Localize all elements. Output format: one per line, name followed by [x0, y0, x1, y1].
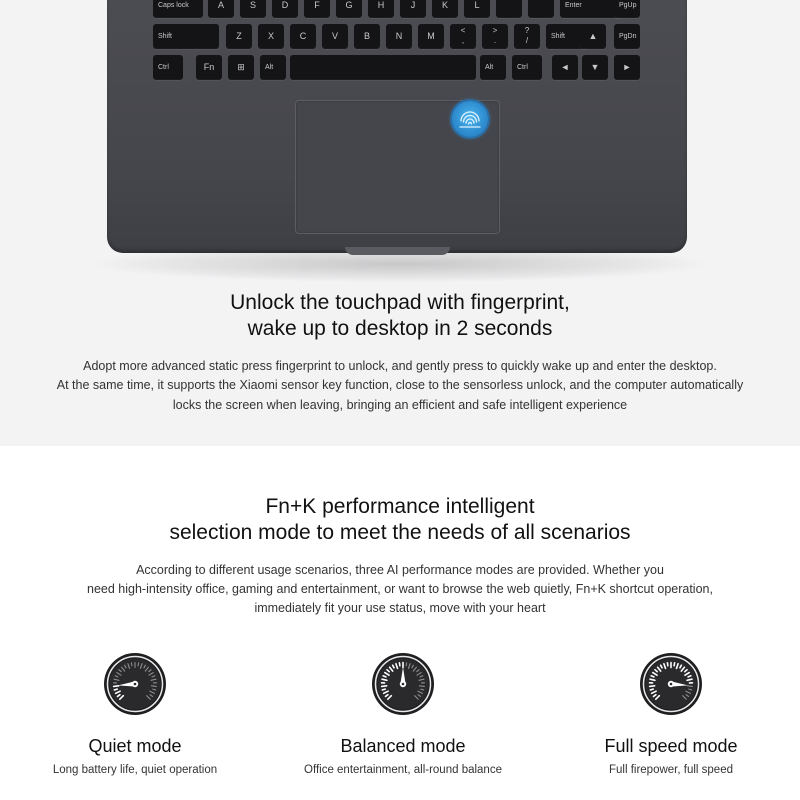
fingerprint-body-line3: locks the screen when leaving, bringing an efficient and safe intelligent experience — [172, 398, 628, 412]
key-blank — [290, 55, 476, 80]
key-ctrl: Ctrl — [153, 55, 183, 80]
fingerprint-headline-line2: wake up to desktop in 2 seconds — [247, 317, 553, 340]
gauge-high-icon — [639, 652, 703, 716]
key-x: X — [258, 24, 284, 49]
key-g: G — [336, 0, 362, 18]
mode-title: Quiet mode — [88, 736, 182, 756]
mode-quiet — [25, 652, 245, 777]
key-<-,: < , — [450, 24, 476, 49]
key-k: K — [432, 0, 458, 18]
performance-headline-line2: selection mode to meet the needs of all scenarios — [169, 521, 631, 544]
key-enter: Enter — [560, 0, 622, 18]
key-shift: Shift — [153, 24, 219, 49]
key-b: B — [354, 24, 380, 49]
performance-headline-line1: Fn+K performance intelligent — [265, 495, 535, 518]
key-j: J — [400, 0, 426, 18]
key-fn: Fn — [196, 55, 222, 80]
mode-full-speed — [561, 652, 781, 777]
gauge-mid-icon — [371, 652, 435, 716]
key-s: S — [240, 0, 266, 18]
key-shift: Shift — [546, 24, 588, 49]
performance-body-line1: According to different usage scenarios, three AI performance modes are provided. Whether you — [136, 563, 664, 577]
mode-balanced — [293, 652, 513, 777]
key-m: M — [418, 24, 444, 49]
fingerprint-body-line1: Adopt more advanced static press fingerprint to unlock, and gently press to quickly wake up and enter the desktop. — [83, 359, 717, 373]
key-◄: ◄ — [552, 55, 578, 80]
key-alt: Alt — [480, 55, 506, 80]
key->-.: > . — [482, 24, 508, 49]
mode-title: Balanced mode — [340, 736, 466, 756]
key-n: N — [386, 24, 412, 49]
key-▼: ▼ — [582, 55, 608, 80]
fingerprint-sensor-icon — [452, 101, 488, 137]
key-v: V — [322, 24, 348, 49]
key-blank — [496, 0, 522, 18]
key-►: ► — [614, 55, 640, 80]
key-z: Z — [226, 24, 252, 49]
key-f: F — [304, 0, 330, 18]
key-ctrl: Ctrl — [512, 55, 542, 80]
key-alt: Alt — [260, 55, 286, 80]
mode-desc: Long battery life, quiet operation — [52, 764, 218, 776]
key-d: D — [272, 0, 298, 18]
mode-title: Full speed mode — [604, 736, 738, 756]
key-⊞: ⊞ — [228, 55, 254, 80]
mode-desc: Office entertainment, all-round balance — [304, 764, 502, 776]
mode-desc: Full firepower, full speed — [608, 764, 733, 776]
laptop-lid-notch — [345, 247, 450, 255]
performance-body-line2: need high-intensity office, gaming and entertainment, or want to browse the web quietly, Fn+K shortcut operation, — [87, 582, 713, 596]
key-blank — [528, 0, 554, 18]
key-?-/: ? / — [514, 24, 540, 49]
performance-body-line3: immediately fit your use status, move with your heart — [254, 601, 546, 615]
key-a: A — [208, 0, 234, 18]
key-pgup: PgUp — [614, 0, 640, 18]
key-c: C — [290, 24, 316, 49]
key-pgdn: PgDn — [614, 24, 640, 49]
key-h: H — [368, 0, 394, 18]
key-caps-lock: Caps lock — [153, 0, 203, 18]
key-▲: ▲ — [580, 24, 606, 49]
gauge-low-icon — [103, 652, 167, 716]
fingerprint-body-line2: At the same time, it supports the Xiaomi sensor key function, close to the sensorless unlock, and the computer automatically — [56, 378, 744, 392]
key-l: L — [464, 0, 490, 18]
fingerprint-headline-line1: Unlock the touchpad with fingerprint, — [230, 291, 570, 314]
